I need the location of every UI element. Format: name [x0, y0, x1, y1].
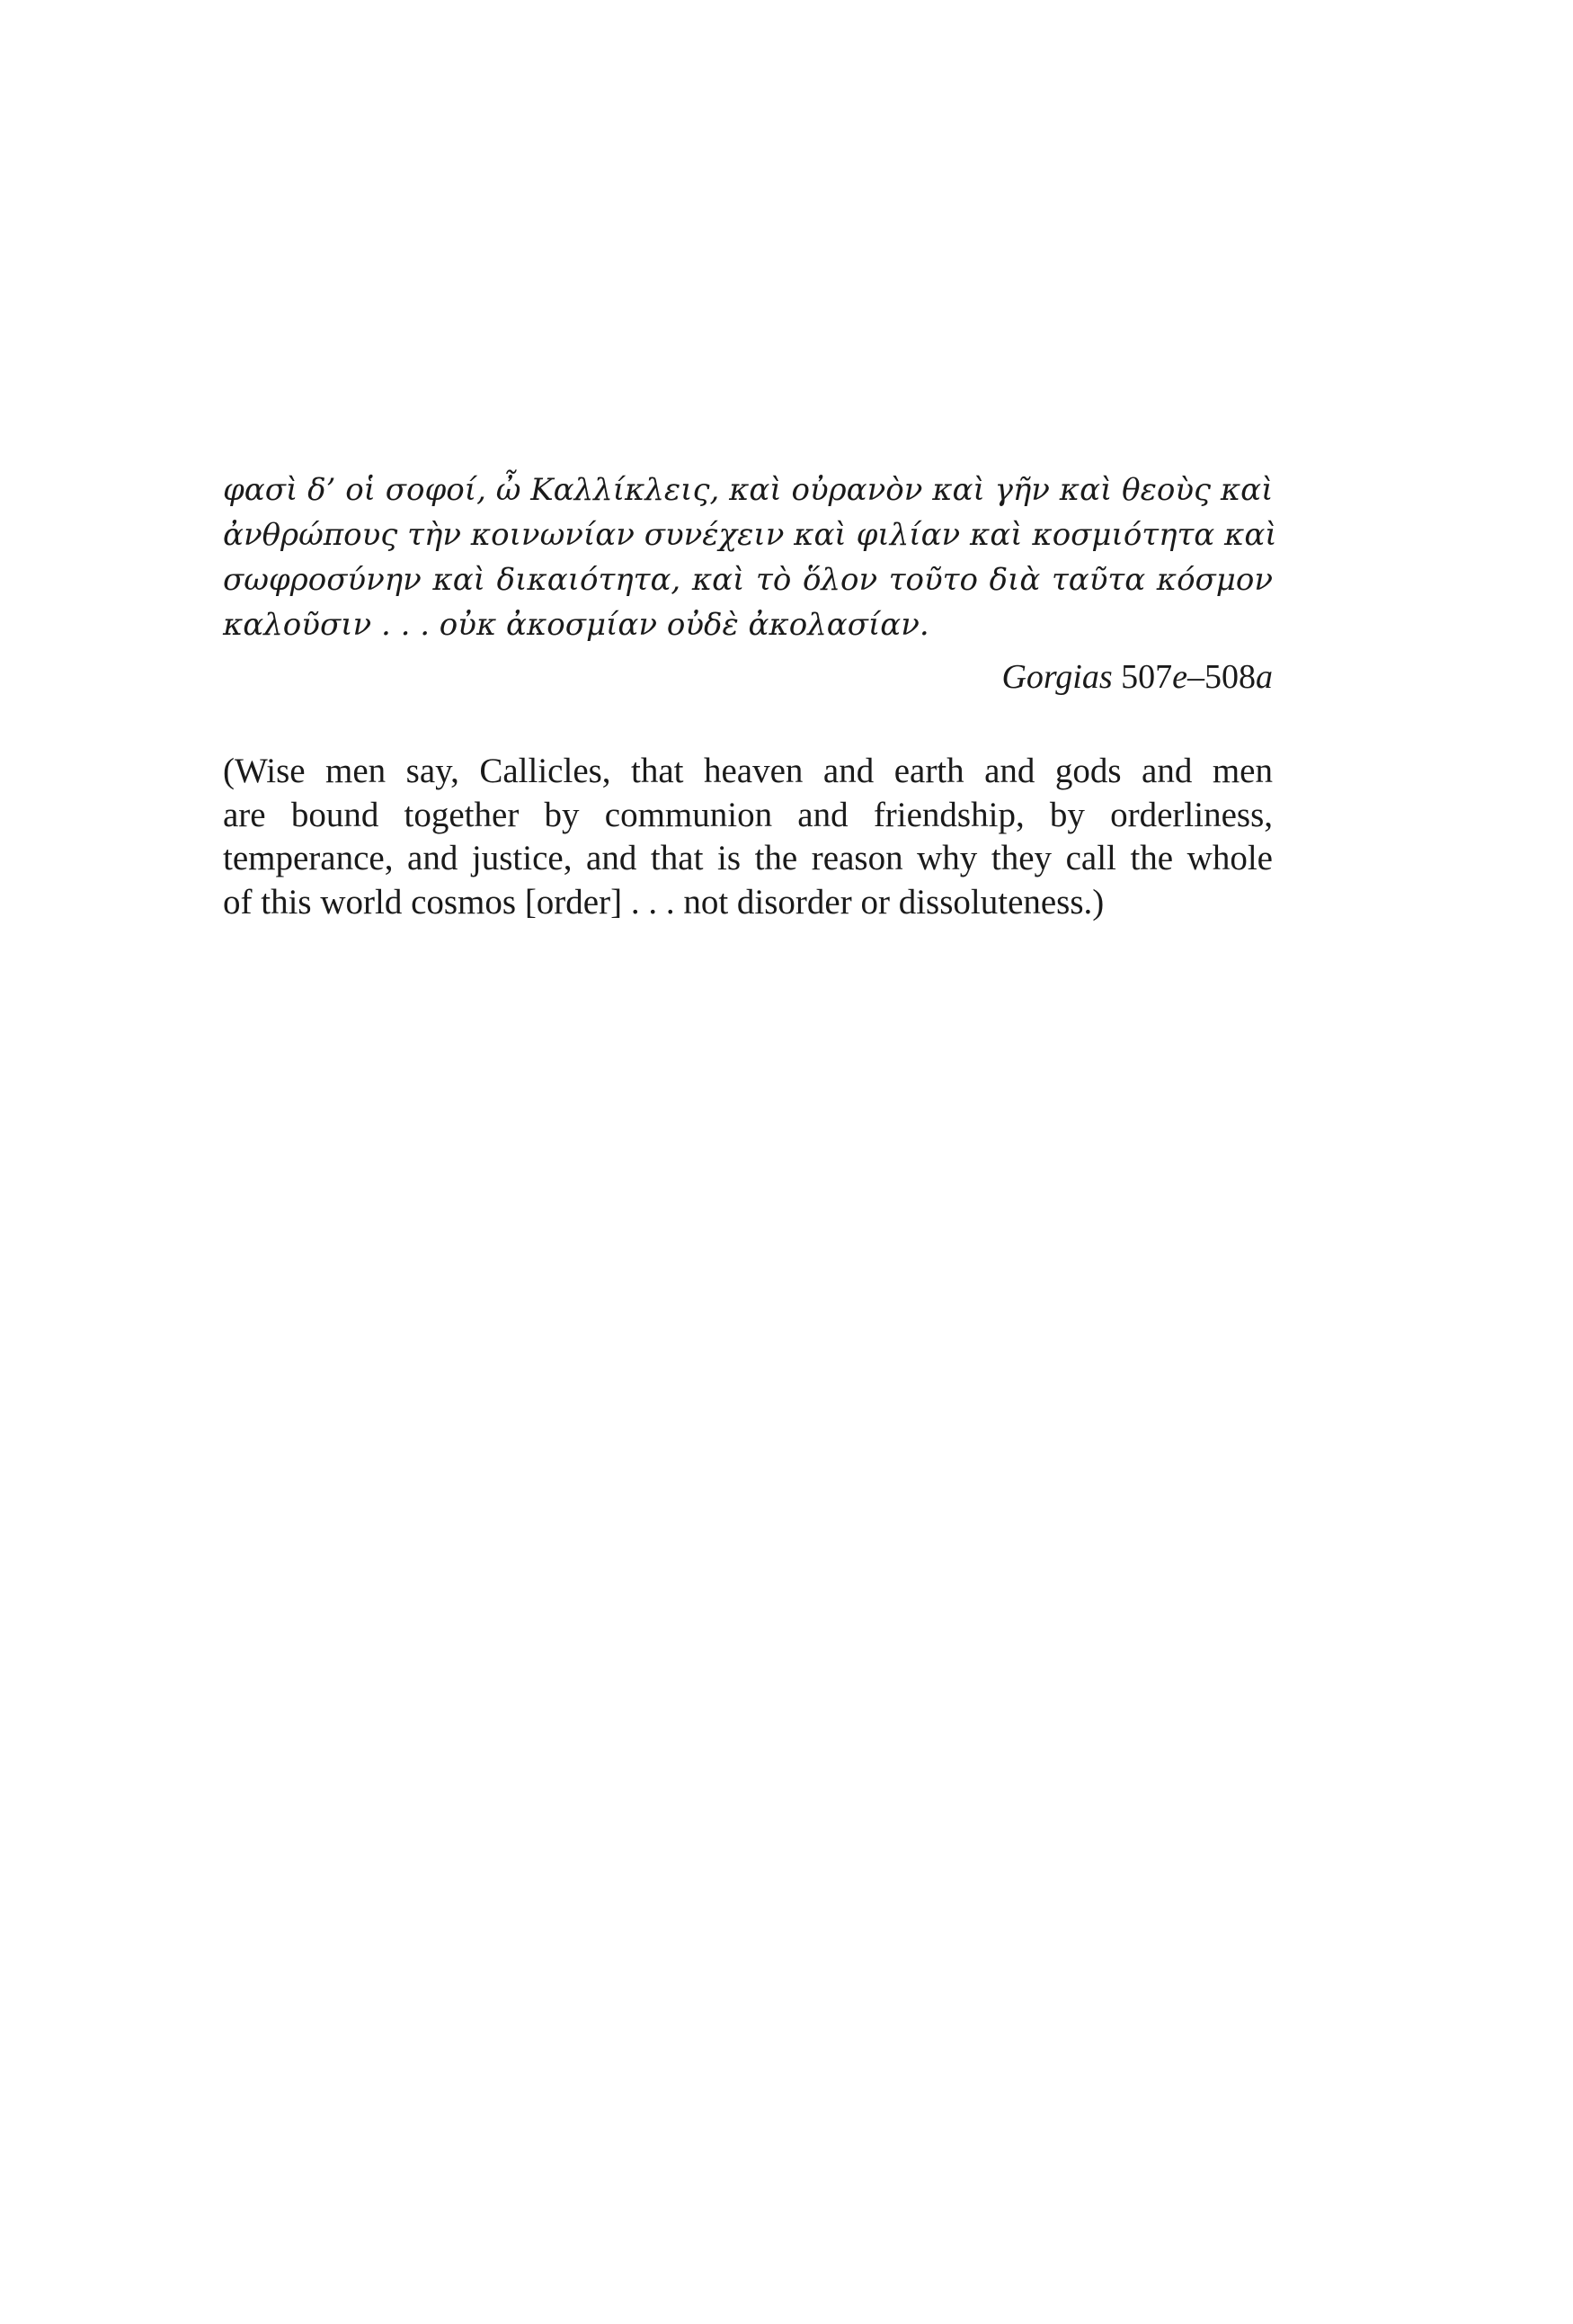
greek-line-4: καλοῦσιν . . . οὐκ ἀκοσμίαν οὐδὲ ἀκολασίαν.: [223, 607, 929, 643]
source-citation: [223, 654, 1273, 699]
english-translation: [223, 750, 1273, 924]
greek-line-3: σωφροσύνην καὶ δικαιότητα, καὶ τὸ ὅλον τοῦτο διὰ ταῦτα κόσμον: [223, 562, 1273, 598]
translation-line-2: are bound together by communion and friendship, by orderliness,: [223, 795, 1273, 834]
greek-epigraph: [223, 467, 1277, 699]
greek-line-2: ἀνθρώπους τὴν κοινωνίαν συνέχειν καὶ φιλίαν καὶ κοσμιότητα καὶ: [223, 517, 1277, 553]
citation-ref-start-suffix: e: [1172, 658, 1187, 696]
citation-work: Gorgias: [1001, 658, 1113, 696]
citation-ref-start: 507: [1112, 658, 1173, 696]
citation-ref-sep: –508: [1187, 658, 1256, 696]
translation-line-1: (Wise men say, Callicles, that heaven and earth and gods and men: [223, 752, 1273, 790]
citation-ref-end-suffix: a: [1256, 658, 1273, 696]
greek-line-1: φασὶ δ’ οἱ σοφοί, ὦ Καλλίκλεις, καὶ οὐρανὸν καὶ γῆν καὶ θεοὺς καὶ: [223, 472, 1274, 508]
translation-line-3: temperance, and justice, and that is the reason why they call the whole: [223, 839, 1273, 877]
translation-line-4: of this world cosmos [order] . . . not disorder or dissoluteness.): [223, 882, 1105, 922]
